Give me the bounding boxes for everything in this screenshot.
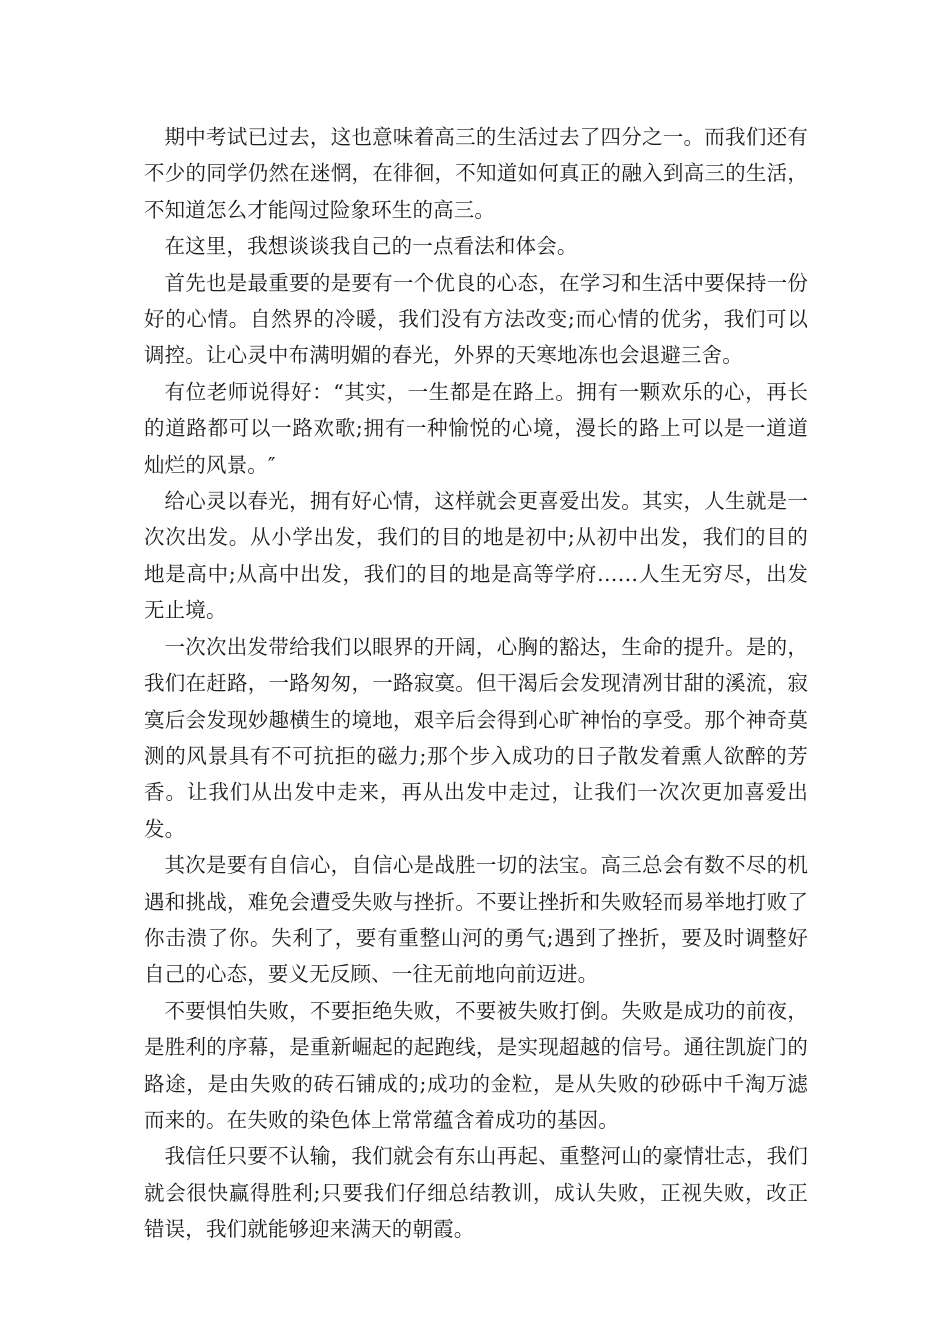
paragraph-5: 给心灵以春光，拥有好心情，这样就会更喜爱出发。其实，人生就是一次次出发。从小学出发，我们的目的地是初中;从初中出发，我们的目的地是高中;从高中出发，我们的目的地是高等学府……人生无穷尽，出发无止境。 [144, 489, 808, 623]
paragraph-4: 有位老师说得好：“其实，一生都是在路上。拥有一颗欢乐的心，再长的道路都可以一路欢歌;拥有一种愉悦的心境，漫长的路上可以是一道道灿烂的风景。″ [144, 379, 808, 477]
paragraph-3: 首先也是最重要的是要有一个优良的心态，在学习和生活中要保持一份好的心情。自然界的冷暖，我们没有方法改变;而心情的优劣，我们可以调控。让心灵中布满明媚的春光，外界的天寒地冻也会退避三舍。 [144, 270, 808, 368]
paragraph-2: 在这里，我想谈谈我自己的一点看法和体会。 [164, 234, 578, 259]
paragraph-7: 其次是要有自信心，自信心是战胜一切的法宝。高三总会有数不尽的机遇和挑战，难免会遭受失败与挫折。不要让挫折和失败轻而易举地打败了你击溃了你。失利了，要有重整山河的勇气;遇到了挫折，要及时调整好自己的心态，要义无反顾、一往无前地向前迈进。 [144, 853, 808, 987]
paragraph-8: 不要惧怕失败，不要拒绝失败，不要被失败打倒。失败是成功的前夜，是胜利的序幕，是重新崛起的起跑线，是实现超越的信号。通往凯旋门的路途，是由失败的砖石铺成的;成功的金粒，是从失败的砂砾中千淘万滤而来的。在失败的染色体上常常蕴含着成功的基因。 [144, 998, 808, 1132]
paragraph-6: 一次次出发带给我们以眼界的开阔，心胸的豁达，生命的提升。是的，我们在赶路，一路匆匆，一路寂寞。但干渴后会发现清冽甘甜的溪流，寂寞后会发现妙趣横生的境地，艰辛后会得到心旷神怡的享受。那个神奇莫测的风景具有不可抗拒的磁力;那个步入成功的日子散发着熏人欲醉的芳香。让我们从出发中走来，再从出发中走过，让我们一次次更加喜爱出发。 [144, 634, 808, 841]
paragraph-9: 我信任只要不认输，我们就会有东山再起、重整河山的豪情壮志，我们就会很快赢得胜利;只要我们仔细总结教训，成认失败，正视失败，改正错误，我们就能够迎来满天的朝霞。 [144, 1144, 808, 1242]
paragraph-1: 期中考试已过去，这也意味着高三的生活过去了四分之一。而我们还有不少的同学仍然在迷惘，在徘徊，不知道如何真正的融入到高三的生活，不知道怎么才能闯过险象环生的高三。 [144, 125, 808, 222]
document-body [144, 119, 808, 1248]
